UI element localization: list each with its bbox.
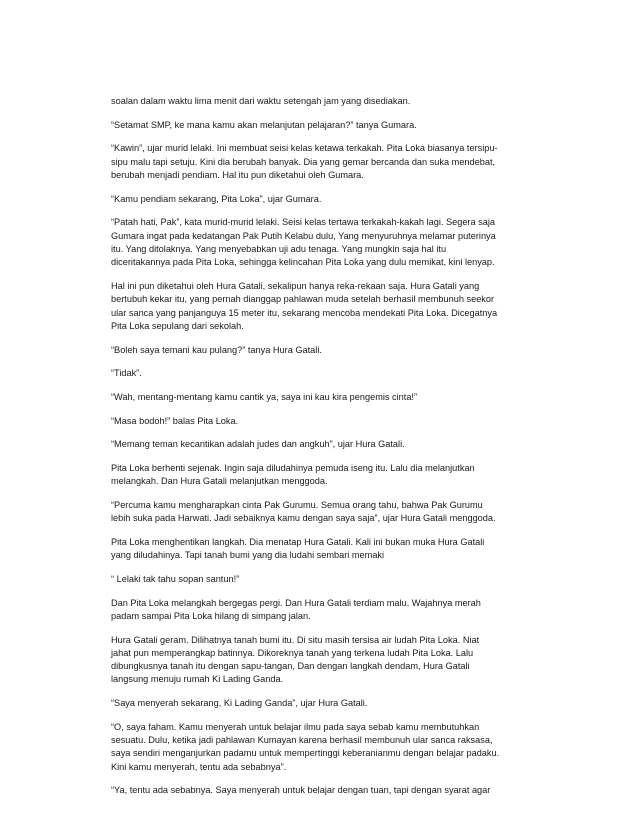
text-line: Pita Loka menghentikan langkah. Dia menatap Hura Gatali. Kali ini bukan muka Hura Gatali [111,536,485,547]
text-line: sesuatu. Dulu, ketika jadi pahlawan Kumayan karena berhasil membunuh ular sanca raksasa, [111,735,493,746]
text-line: “Wah, mentang-mentang kamu cantik ya, saya ini kau kira pengemis cinta!” [111,391,418,402]
text-line: “Kamu pendiam sekarang, Pita Loka”, ujar Gumara. [111,193,322,204]
paragraph [111,193,531,206]
document-body [111,95,531,808]
text-line: “Percuma kamu mengharapkan cinta Pak Gurumu. Semua orang tahu, bahwa Pak Gurumu [111,499,483,510]
text-line: “Boleh saya temani kau pulang?” tanya Hura Gatali. [111,344,322,355]
text-line: “Tidak”. [111,368,142,379]
paragraph [111,142,531,182]
text-line: berubah menjadi pendiam. Hal itu pun diketahui oleh Gumara. [111,169,364,180]
text-line: Gumara ingat pada kedatangan Pak Putih Kelabu dulu, Yang menyuruhnya melamar puterinya [111,230,496,241]
text-line: “Saya menyerah sekarang, Ki Lading Ganda”, ujar Hura Gatali. [111,698,368,709]
text-line: “ Lelaki tak tahu sopan santun!” [111,573,240,584]
paragraph [111,367,531,380]
paragraph [111,536,531,563]
text-line: jahat pun memperangkap batinnya. Dikoreknya tanah yang terkena ludah Pita Loka. Lalu [111,647,474,658]
paragraph [111,415,531,428]
text-line: lebih suka pada Harwati. Jadi sebaiknya kamu dengan saya saja”, ujar Hura Gatali menggoda. [111,513,496,524]
paragraph [111,438,531,451]
paragraph [111,597,531,624]
text-line: bertubuh kekar itu, yang pernah dianggap pahlawan muda setelah berhasil membunuh seekor [111,294,495,305]
text-line: “Kawin”, ujar murid lelaki. Ini membuat seisi kelas ketawa terkakah. Pita Loka biasanya tersipu- [111,143,498,154]
text-line: diceritakannya pada Pita Loka, sehingga kelincahan Pita Loka yang dulu memikat, kini lenyap. [111,257,495,268]
text-line: saya sendiri menganjurkan padamu untuk mempertinggi keberanianmu dengan belajar padaku. [111,748,500,759]
paragraph [111,95,531,108]
paragraph [111,119,531,132]
paragraph [111,462,531,489]
paragraph [111,280,531,333]
paragraph [111,784,531,797]
text-line: “Masa bodoh!” balas Pita Loka. [111,415,239,426]
text-line: Pita Loka sepulang dari sekolah. [111,320,244,331]
text-line: “Patah hati, Pak”, kata murid-murid lelaki. Seisi kelas tertawa terkakah-kakah lagi. Segera saja [111,217,496,228]
paragraph [111,216,531,269]
text-line: Dan Pita Loka melangkah bergegas pergi. Dan Hura Gatali terdiam malu. Wajahnya merah [111,597,481,608]
text-line: soalan dalam waktu lima menit dari waktu setengah jam yang disediakan. [111,96,411,106]
text-line: itu. Yang ditolaknya. Yang menyebabkan uji adu tenaga. Yang mungkin saja hal itu [111,243,447,254]
text-line: Kini kamu menyerah, tentu ada sebabnya”. [111,761,287,772]
text-line: “O, saya faham. Kamu menyerah untuk belajar ilmu pada saya sebab kamu membutuhkan [111,721,480,732]
paragraph [111,573,531,586]
text-line: padam sampai Pita Loka hilang di simpang jalan. [111,610,311,621]
paragraph [111,721,531,774]
text-line: “Memang teman kecantikan adalah judes dan angkuh”, ujar Hura Gatali. [111,439,405,450]
text-line: langsung menuju rumah Ki Lading Ganda. [111,674,284,685]
text-line: melangkah. Dan Hura Gatali melanjutkan menggoda. [111,476,328,487]
text-line: “Ya, tentu ada sebabnya. Saya menyerah untuk belajar dengan tuan, tapi dengan syarat agar [111,785,491,796]
text-line: Hal ini pun diketahui oleh Hura Gatali, sekalipun hanya reka-rekaan saja. Hura Gatali yang [111,280,480,291]
text-line: yang diludahinya. Tapi tanah bumi yang dia ludahi sembari memaki [111,550,385,561]
paragraph [111,344,531,357]
text-line: sipu malu tapi setuju. Kini dia berubah banyak. Dia yang gemar bercanda dan suka mendebat, [111,156,496,167]
paragraph [111,499,531,526]
paragraph [111,634,531,687]
text-line: Pita Loka berhenti sejenak. Ingin saja diludahinya pemuda iseng itu. Lalu dia melanjutkan [111,462,475,473]
text-line: Hura Gatali geram. Dilihatnya tanah bumi itu. Di situ masih tersisa air ludah Pita Loka. Niat [111,634,480,645]
paragraph [111,697,531,710]
paragraph [111,391,531,404]
text-line: “Setamat SMP, ke mana kamu akan melanjutan pelajaran?” tanya Gumara. [111,119,417,130]
text-line: dibungkusnya tanah itu dengan sapu-tangan, Dan dengan langkah dendam, Hura Gatali [111,661,470,672]
text-line: ular sanca yang panjanguya 15 meter itu, sekarang mencoba mendekati Pita Loka. Dicegatnya [111,307,498,318]
